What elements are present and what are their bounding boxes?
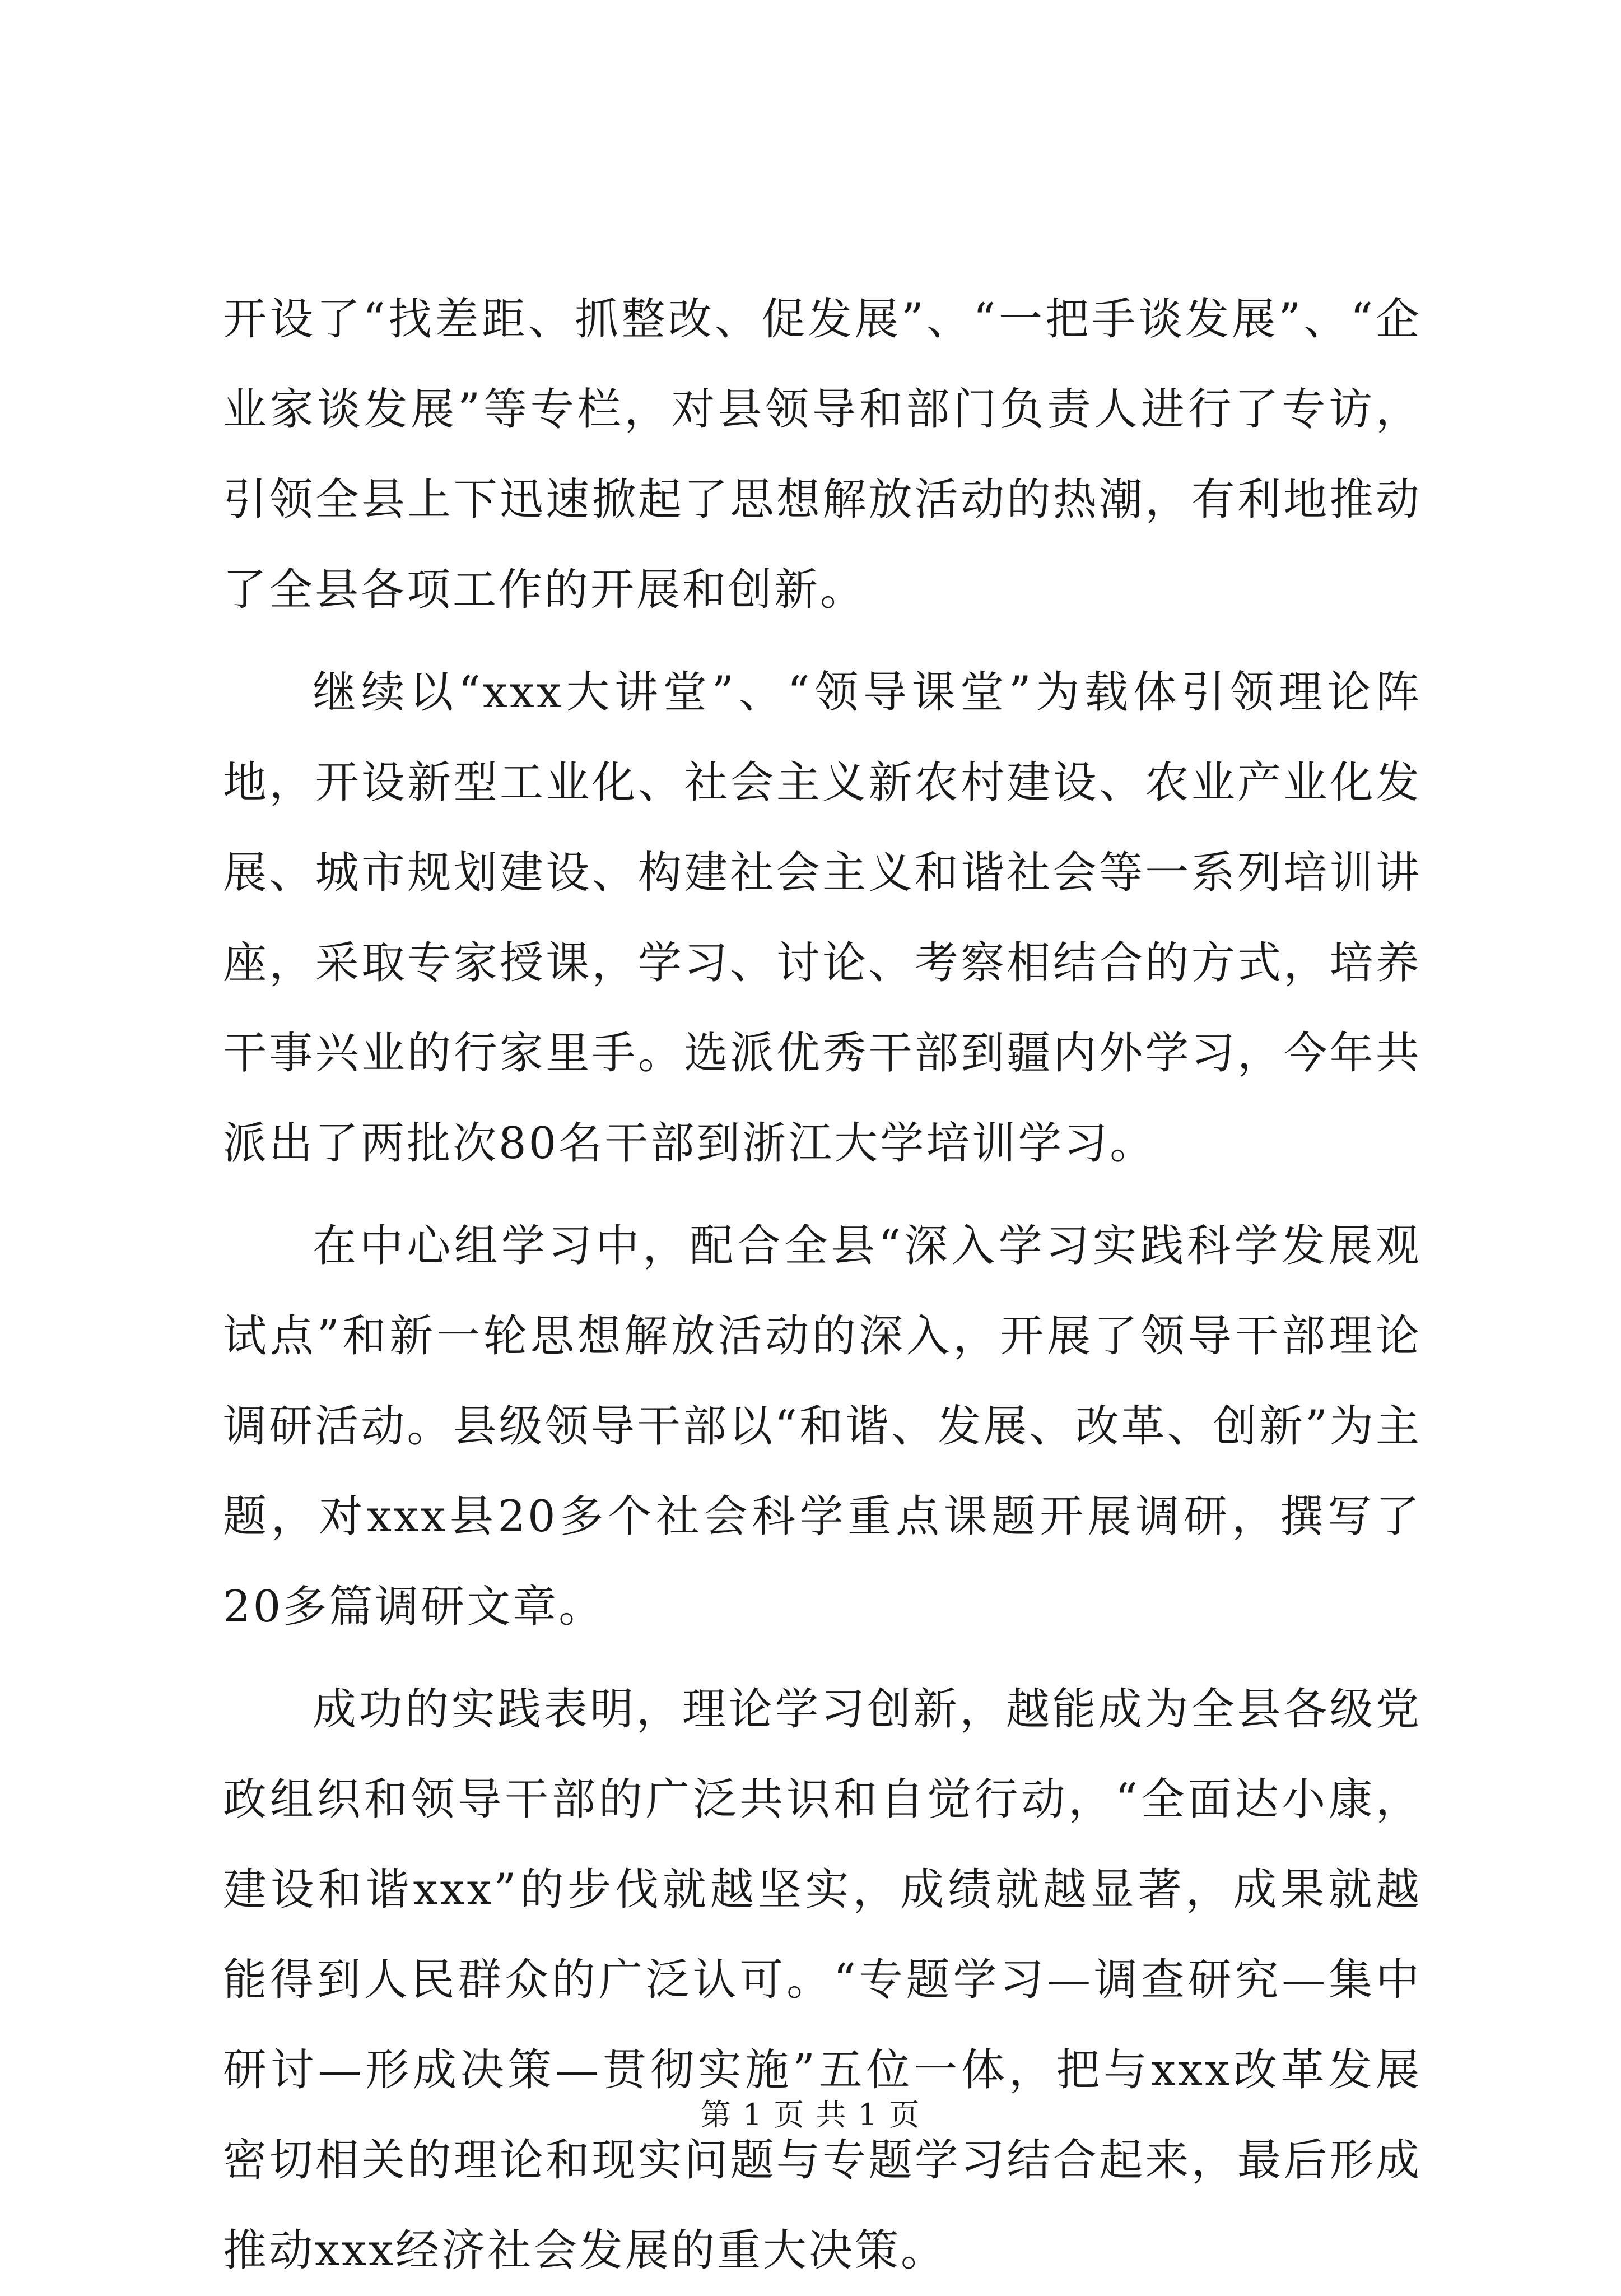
paragraph-1: 开设了“找差距、抓整改、促发展”、“一把手谈发展”、“企业家谈发展”等专栏，对县领导和部门负责人进行了专访，引领全县上下迅速掀起了思想解放活动的热潮，有利地推动了全县各项工作的开展和创新。	[223, 294, 1422, 615]
paragraph-2: 继续以“xxx大讲堂”、“领导课堂”为载体引领理论阵地，开设新型工业化、社会主义新农村建设、农业产业化发展、城市规划建设、构建社会主义和谐社会等一系列培训讲座，采取专家授课，学习、讨论、考察相结合的方式，培养干事兴业的行家里手。选派优秀干部到疆内外学习，今年共派出了两批次80名干部到浙江大学培训学习。	[223, 667, 1422, 1169]
paragraph-3: 在中心组学习中，配合全县“深入学习实践科学发展观试点”和新一轮思想解放活动的深入，开展了领导干部理论调研活动。县级领导干部以“和谐、发展、改革、创新”为主题，对xxx县20多个社会科学重点课题开展调研，撰写了20多篇调研文章。	[223, 1221, 1422, 1632]
page-number-footer: 第 1 页 共 1 页	[700, 2097, 921, 2132]
document-body	[223, 275, 1422, 2296]
paragraph-4: 成功的实践表明，理论学习创新，越能成为全县各级党政组织和领导干部的广泛共识和自觉行动，“全面达小康，建设和谐xxx”的步伐就越坚实，成绩就越显著，成果就越能得到人民群众的广泛认可。“专题学习—调查研究—集中研讨—形成决策—贯彻实施”五位一体，把与xxx改革发展密切相关的理论和现实问题与专题学习结合起来，最后形成推动xxx经济社会发展的重大决策。	[223, 1684, 1422, 2276]
